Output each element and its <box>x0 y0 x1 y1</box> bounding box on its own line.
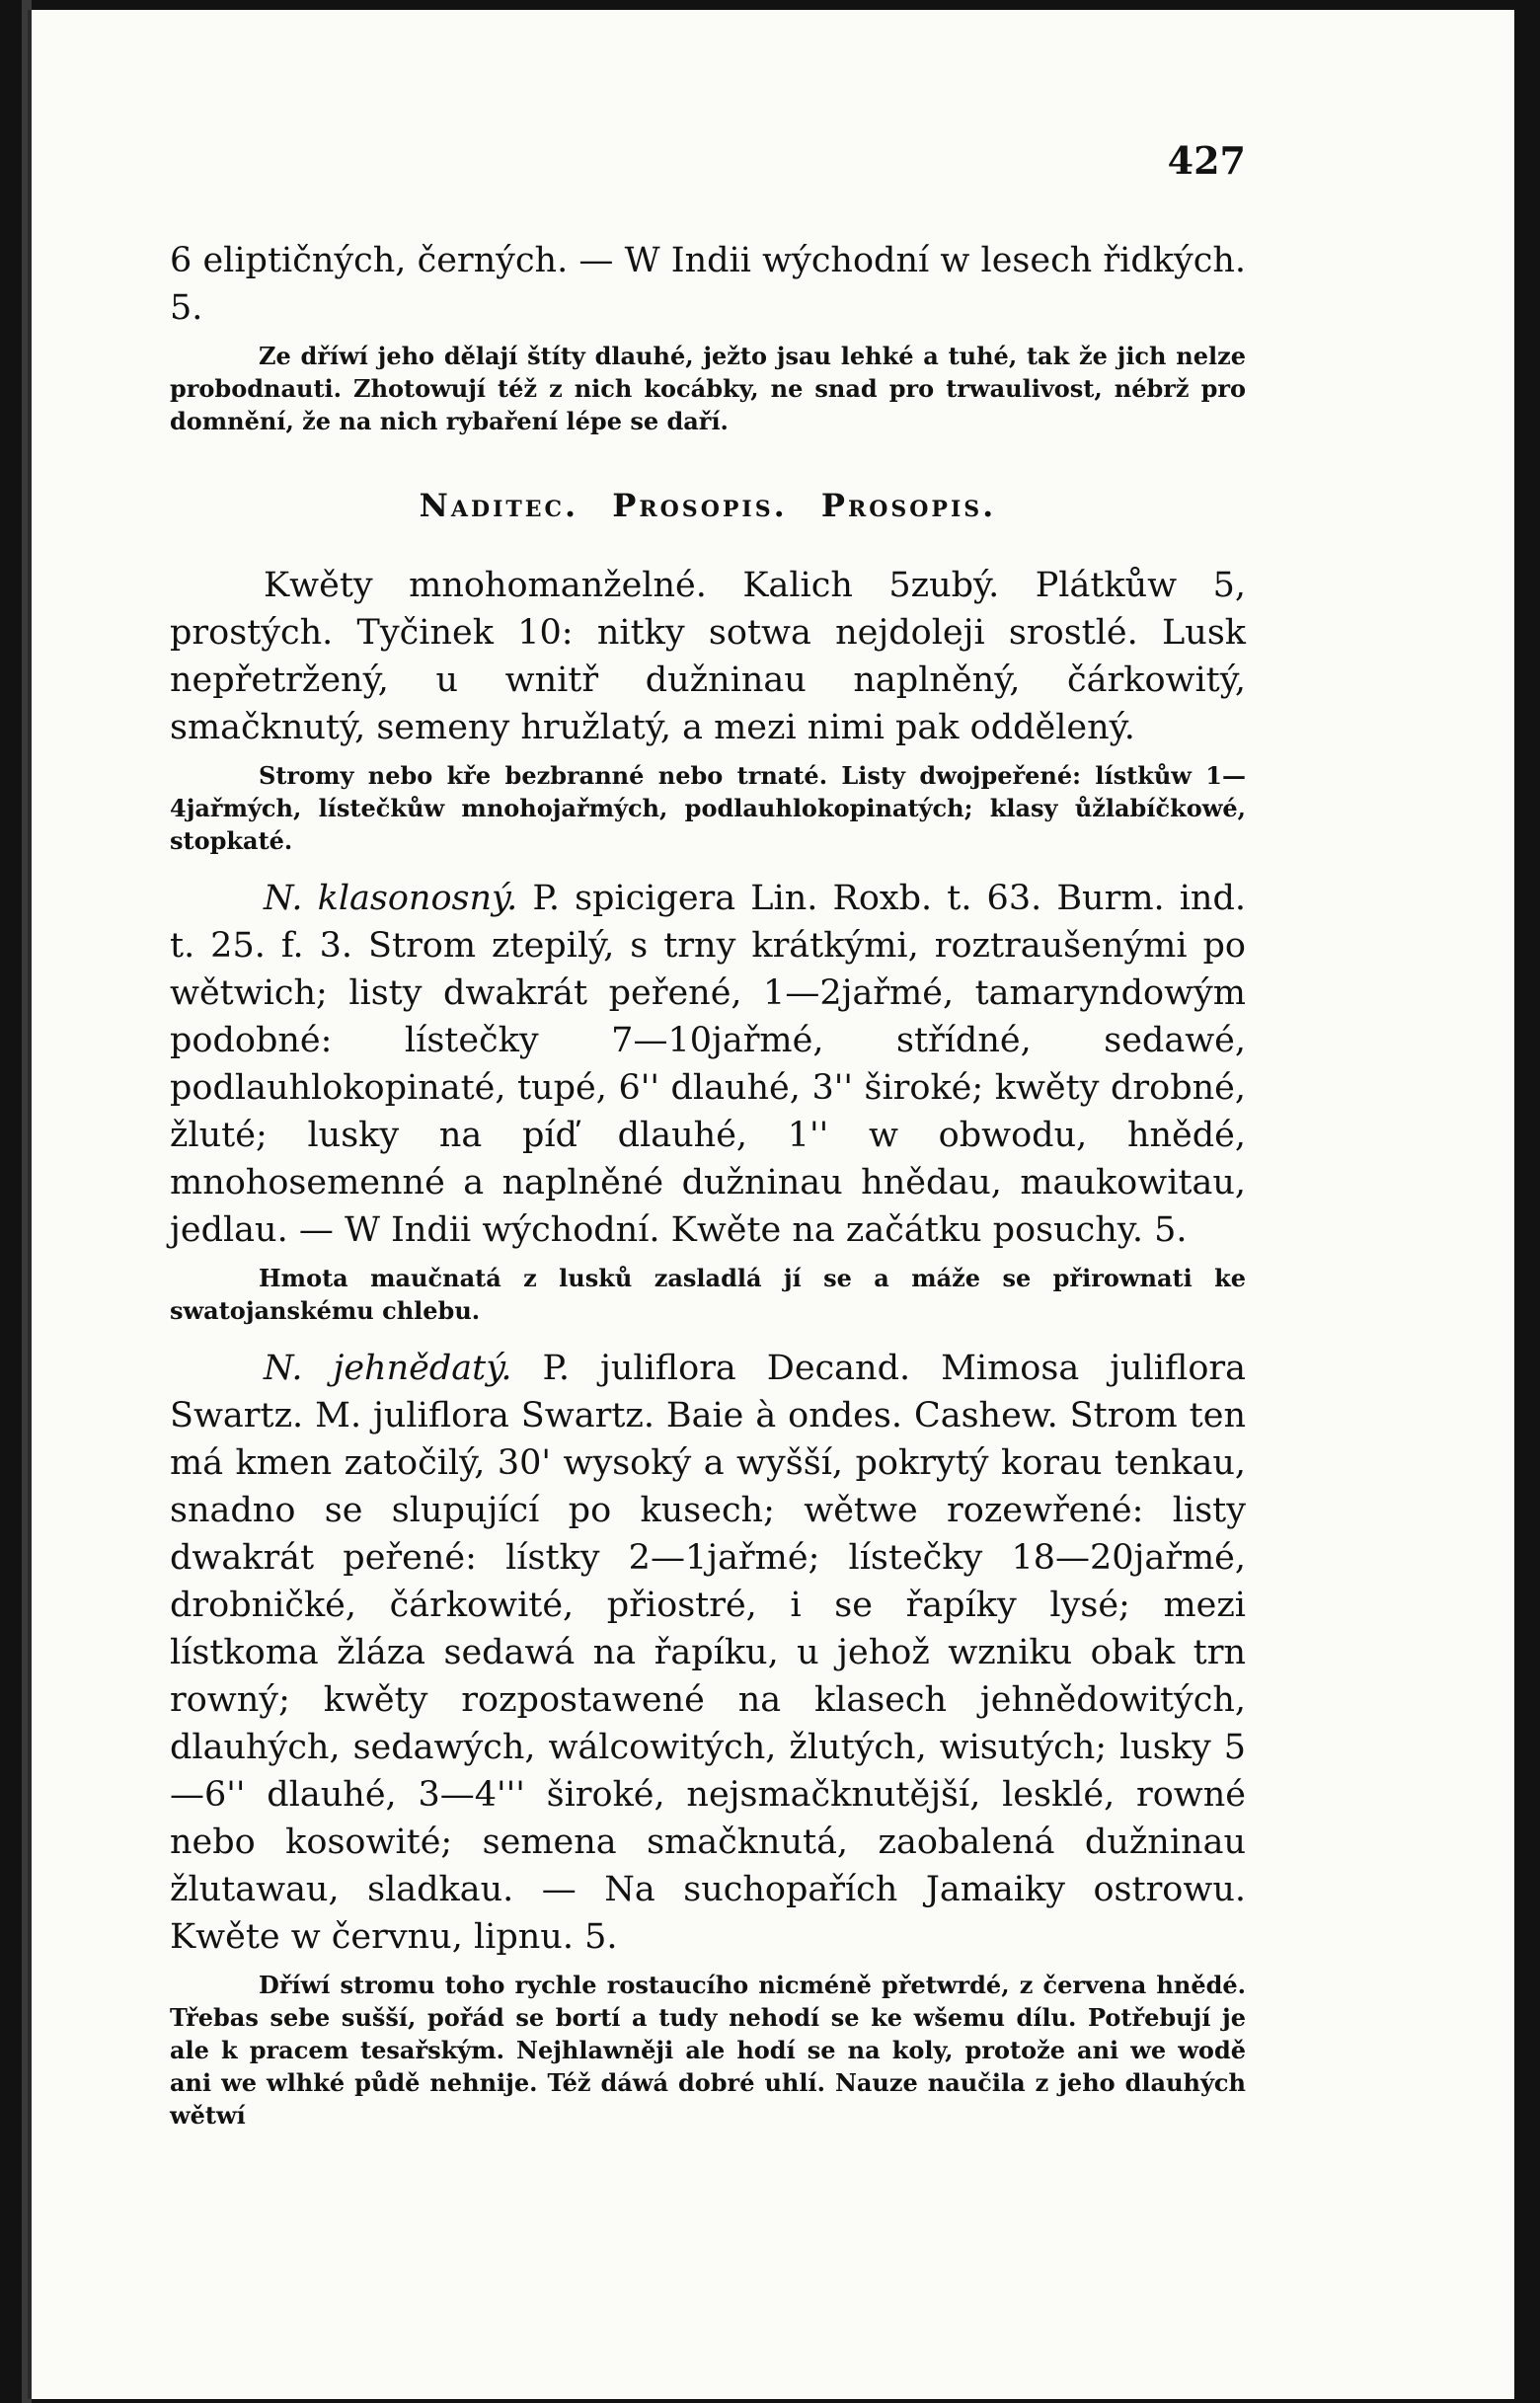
species-name-jehnedaty: N. jehnědatý. <box>264 1349 512 1388</box>
heading-latin: Prosopis. <box>612 487 788 524</box>
page-content <box>170 138 1246 2132</box>
heading-latin-2: Prosopis. <box>820 487 997 524</box>
note-wood-uses: Ze dříwí jeho dělají štíty dlauhé, ježto jsau lehké a tuhé, tak že jich nelze probodnauti. Zhotowují též z nich kocábky, ne snad pro trwaulivost, nébrž pro domnění, že na nich rybaření lépe se daří. <box>170 342 1246 435</box>
genus-description: Kwěty mnohomanželné. Kalich 5zubý. Plátkůw 5, prostých. Tyčinek 10: nitky sotwa nejdoleji srostlé. Lusk nepřetržený, u wnitř dužninau naplněný, čárkowitý, smačknutý, semeny hružlatý, a mezi nimi pak oddělený. <box>170 566 1246 747</box>
genus-heading <box>170 487 1246 524</box>
paragraph-continued: 6 eliptičných, černých. — W Indii wýchodní w lesech řidkých. 5. <box>170 241 1246 328</box>
species-juliflora-text: P. juliflora Decand. Mimosa juliflora Swartz. M. juliflora Swartz. Baie à ondes. Cashew. Strom ten má kmen zatočilý, 30' wysoký a wyšší, pokrytý korau tenkau, snadno se slupující po kusech; wětwe rozewřené: listy dwakrát peřené: lístky 2—1jařmé; lístečky 18—20jařmé, drobničké, čárkowité, přiostré, i se řapíky lysé; mezi lístkoma žláza sedawá na řapíku, u jehož wzniku obak trn rowný; kwěty rozpostawené na klasech jehnědowitých, dlauhých, sedawých, wálcowitých, žlutých, wisutých; lusky 5—6'' dlauhé, 3—4''' široké, nejsmačknutější, lesklé, rowné nebo kosowité; semena smačknutá, zaobalená dužninau žlutawau, sladkau. — Na suchopařích Jamaiky ostrowu. Kwěte w červnu, lipnu. 5. <box>170 1349 1246 1957</box>
heading-czech: Naditec. <box>419 487 579 524</box>
species-spicigera-text: P. spicigera Lin. Roxb. t. 63. Burm. ind. t. 25. f. 3. Strom ztepilý, s trny krátkými, roztraušenými po wětwich; listy dwakrát peřené, 1—2jařmé, tamaryndowým podobné: lístečky 7—10jařmé, střídné, sedawé, podlauhlokopinaté, tupé, 6'' dlauhé, 3'' široké; kwěty drobné, žluté; lusky na píď dlauhé, 1'' w obwodu, hnědé, mnohosemenné a naplněné dužninau hnědau, maukowitau, jedlau. — W Indii wýchodní. Kwěte na začátku posuchy. 5. <box>170 879 1246 1250</box>
book-page <box>28 10 1514 2399</box>
note-pod-flour: Hmota maučnatá z lusků zasladlá jí se a máže se přirownati ke swatojanskému chlebu. <box>170 1264 1246 1325</box>
note-wood-properties: Dříwí stromu toho rychle rostaucího nicméně přetwrdé, z červena hnědé. Třebas sebe sušší, pořád se bortí a tudy nehodí se ke wšemu dílu. Potřebují je ale k pracem tesařským. Nejhlawněji ale hodí se na koly, protože ani we wodě ani we wlhké půdě nehnije. Též dáwá dobré uhlí. Nauze naučila z jeho dlauhých wětwí <box>170 1971 1246 2130</box>
species-name-klasonosny: N. klasonosný. <box>264 879 518 918</box>
note-genus-habit: Stromy nebo kře bezbranné nebo trnaté. Listy dwojpeřené: lístkůw 1—4jařmých, lístečkůw mnohojařmých, podlauhlokopinatých; klasy ůžlabíčkowé, stopkaté. <box>170 761 1246 855</box>
page-number: 427 <box>1167 138 1246 183</box>
species-spicigera <box>170 875 1246 1254</box>
species-juliflora <box>170 1345 1246 1961</box>
